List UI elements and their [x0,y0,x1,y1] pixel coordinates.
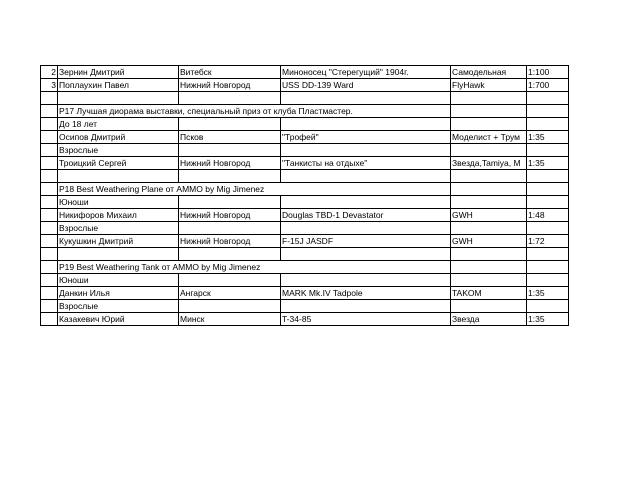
table-row [41,118,569,131]
scale-cell: 1:700 [527,79,569,92]
maker-cell: Самодельная [451,66,527,79]
table-row [41,248,569,261]
table-row [41,183,569,196]
empty-cell [58,170,179,183]
table-row [41,196,569,209]
maker-cell: Звезда,Tamiya, M [451,157,527,170]
name-cell: Троицкий Сергей [58,157,179,170]
num-cell [41,131,58,144]
empty-cell [451,170,527,183]
empty-cell [179,92,281,105]
empty-cell [527,196,569,209]
model-cell: Миноносец "Стерегущий" 1904г. [281,66,451,79]
empty-cell [58,92,179,105]
table-row [41,66,569,79]
empty-cell [451,274,527,287]
empty-cell [281,144,451,157]
group-label: Взрослые [58,144,179,157]
empty-cell [527,144,569,157]
empty-cell [527,183,569,196]
category-title: P17 Лучшая диорама выставки, специальный приз от клуба Пластмастер. [58,105,451,118]
row-number-cell [41,118,58,131]
empty-cell [527,274,569,287]
table-row [41,300,569,313]
table-row [41,222,569,235]
num-cell: 3 [41,79,58,92]
name-cell: Никифоров Михаил [58,209,179,222]
group-label: Юноши [58,274,179,287]
empty-cell [527,222,569,235]
empty-cell [179,118,281,131]
empty-cell [281,274,451,287]
empty-cell [527,170,569,183]
empty-cell [281,248,451,261]
table-row [41,92,569,105]
empty-cell [281,222,451,235]
empty-cell [451,105,527,118]
results-table [40,65,569,326]
empty-cell [41,170,58,183]
empty-cell [451,300,527,313]
scale-cell: 1:72 [527,235,569,248]
maker-cell: TAKOM [451,287,527,300]
city-cell: Нижний Новгород [179,235,281,248]
name-cell: Осипов Дмитрий [58,131,179,144]
num-cell: 2 [41,66,58,79]
maker-cell: Моделист + Трум [451,131,527,144]
model-cell: F-15J JASDF [281,235,451,248]
model-cell: T-34-85 [281,313,451,326]
empty-cell [281,300,451,313]
name-cell: Казакевич Юрий [58,313,179,326]
table-row [41,144,569,157]
group-label: Взрослые [58,300,179,313]
scale-cell: 1:35 [527,131,569,144]
scale-cell: 1:35 [527,313,569,326]
row-number-cell [41,196,58,209]
empty-cell [41,92,58,105]
model-cell: "Танкисты на отдыхе" [281,157,451,170]
empty-cell [179,274,281,287]
city-cell: Витебск [179,66,281,79]
group-label: Юноши [58,196,179,209]
name-cell: Данкин Илья [58,287,179,300]
table-row [41,209,569,222]
empty-cell [41,248,58,261]
empty-cell [451,261,527,274]
group-label: Взрослые [58,222,179,235]
empty-cell [527,118,569,131]
table-row [41,105,569,118]
empty-cell [451,196,527,209]
scale-cell: 1:35 [527,287,569,300]
model-cell: MARK Mk.IV Tadpole [281,287,451,300]
maker-cell: Звезда [451,313,527,326]
table-row [41,157,569,170]
scale-cell: 1:35 [527,157,569,170]
city-cell: Нижний Новгород [179,209,281,222]
maker-cell: GWH [451,235,527,248]
empty-cell [58,248,179,261]
empty-cell [451,144,527,157]
table-row [41,261,569,274]
name-cell: Кукушкин Дмитрий [58,235,179,248]
empty-cell [527,92,569,105]
empty-cell [451,183,527,196]
maker-cell: GWH [451,209,527,222]
empty-cell [179,170,281,183]
city-cell: Минск [179,313,281,326]
row-number-cell [41,261,58,274]
num-cell [41,209,58,222]
num-cell [41,235,58,248]
empty-cell [179,196,281,209]
table-row [41,235,569,248]
empty-cell [281,196,451,209]
row-number-cell [41,300,58,313]
row-number-cell [41,183,58,196]
row-number-cell [41,222,58,235]
table-row [41,79,569,92]
category-title: P18 Best Weathering Plane от AMMO by Mig Jimenez [58,183,451,196]
model-cell: Douglas TBD-1 Devastator [281,209,451,222]
maker-cell: FlyHawk [451,79,527,92]
empty-cell [179,300,281,313]
num-cell [41,287,58,300]
city-cell: Нижний Новгород [179,79,281,92]
empty-cell [527,248,569,261]
name-cell: Поплаухин Павел [58,79,179,92]
table-row [41,274,569,287]
row-number-cell [41,274,58,287]
city-cell: Нижний Новгород [179,157,281,170]
empty-cell [527,105,569,118]
empty-cell [281,118,451,131]
group-label: До 18 лет [58,118,179,131]
scale-cell: 1:100 [527,66,569,79]
empty-cell [281,170,451,183]
row-number-cell [41,144,58,157]
empty-cell [281,92,451,105]
scale-cell: 1:48 [527,209,569,222]
empty-cell [451,248,527,261]
results-table-body [41,66,569,326]
row-number-cell [41,105,58,118]
table-row [41,170,569,183]
table-row [41,287,569,300]
num-cell [41,313,58,326]
name-cell: Зернин Дмитрий [58,66,179,79]
empty-cell [179,144,281,157]
model-cell: "Трофей" [281,131,451,144]
empty-cell [527,300,569,313]
city-cell: Ангарск [179,287,281,300]
empty-cell [451,118,527,131]
empty-cell [179,222,281,235]
num-cell [41,157,58,170]
table-row [41,313,569,326]
category-title: P19 Best Weathering Tank от AMMO by Mig Jimenez [58,261,451,274]
empty-cell [451,222,527,235]
empty-cell [179,248,281,261]
empty-cell [527,261,569,274]
city-cell: Псков [179,131,281,144]
empty-cell [451,92,527,105]
model-cell: USS DD-139 Ward [281,79,451,92]
table-row [41,131,569,144]
